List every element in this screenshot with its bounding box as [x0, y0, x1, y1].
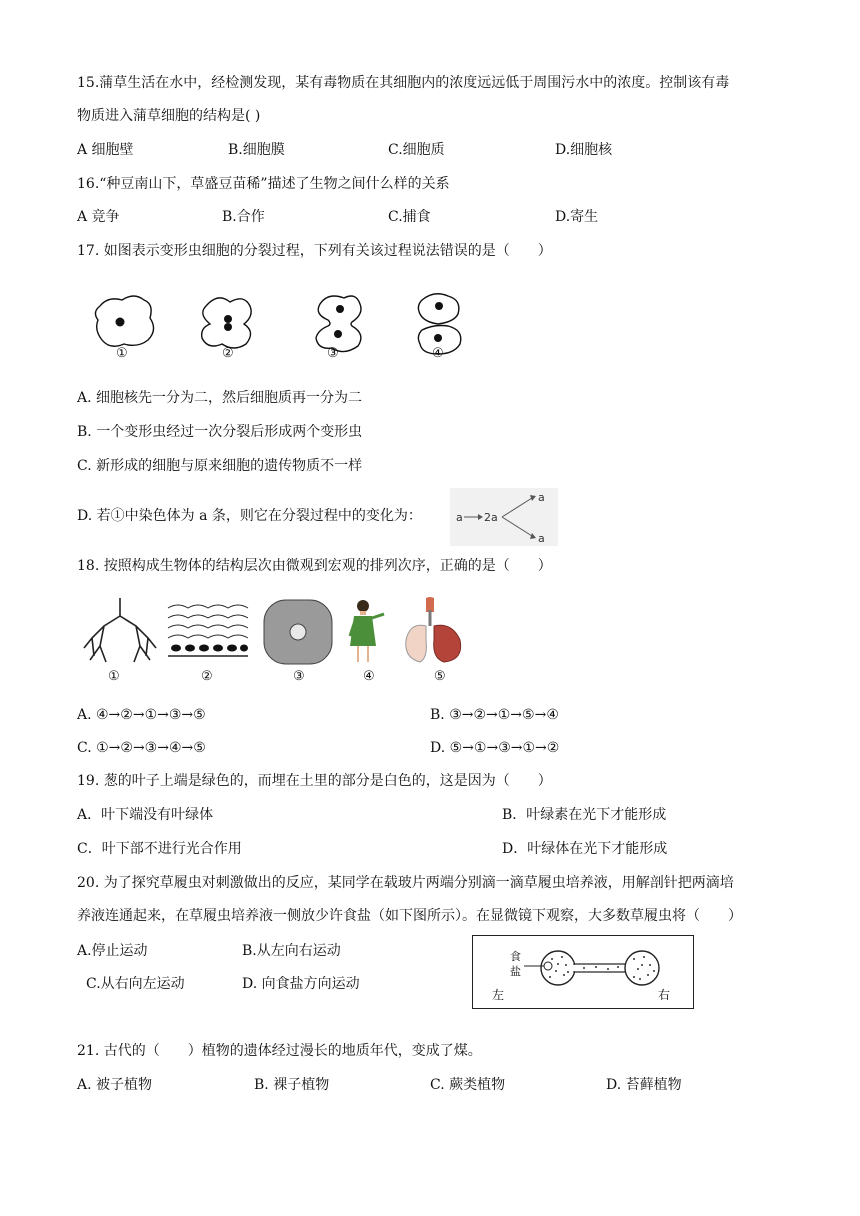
q20-option-c: C.从右向左运动: [86, 976, 185, 992]
salt-label-2: 盐: [510, 965, 521, 978]
chrom-end2: a: [538, 532, 545, 545]
salt-label-1: 食: [510, 950, 521, 963]
q17-fig-label-3: ③: [327, 346, 339, 361]
q15-stem-line1: 15.蒲草生活在水中，经检测发现，某有毒物质在其细胞内的浓度远远低于周围污水中的浓度。控制该有毒: [77, 75, 730, 91]
person-icon: [350, 600, 384, 662]
q21-option-b: B. 裸子植物: [254, 1077, 330, 1093]
q16-stem: 16.“种豆南山下，草盛豆苗稀”描述了生物之间什么样的关系: [77, 176, 450, 192]
q18-option-d: D. ⑤→①→③→①→②: [430, 740, 560, 756]
amoeba-division-figure: [88, 286, 468, 366]
q17-fig-label-2: ②: [222, 346, 234, 361]
right-label: 右: [658, 988, 671, 1002]
q15-stem-line2: 物质进入蒲草细胞的结构是( ): [77, 108, 261, 124]
q18-option-c: C. ①→②→③→④→⑤: [77, 740, 206, 756]
q20-option-b: B.从左向右运动: [242, 943, 341, 959]
q18-fig-label-5: ⑤: [434, 669, 446, 684]
q17-option-c: C. 新形成的细胞与原来细胞的遗传物质不一样: [77, 458, 363, 474]
chrom-end1: a: [538, 491, 545, 504]
q19-option-a: A．叶下端没有叶绿体: [77, 807, 214, 823]
structure-levels-figure: [80, 596, 480, 670]
lungs-icon: [406, 597, 461, 662]
q21-option-d: D. 苔藓植物: [606, 1077, 682, 1093]
q18-stem: 18. 按照构成生物体的结构层次由微观到宏观的排列次序，正确的是（ ）: [77, 558, 552, 574]
q18-fig-label-2: ②: [201, 669, 213, 684]
q16-option-a: A 竞争: [77, 209, 120, 225]
q18-option-b: B. ③→②→①→⑤→④: [430, 707, 559, 723]
q17-option-b: B. 一个变形虫经过一次分裂后形成两个变形虫: [77, 424, 363, 440]
q18-fig-label-1: ①: [108, 669, 120, 684]
chrom-mid: 2a: [484, 511, 498, 524]
tissue-icon: [168, 600, 248, 662]
bronchial-tree-icon: [84, 598, 156, 662]
q15-option-c: C.细胞质: [388, 142, 445, 158]
q16-option-d: D.寄生: [555, 209, 599, 225]
q19-stem: 19. 葱的叶子上端是绿色的，而埋在土里的部分是白色的，这是因为（ ）: [77, 773, 552, 789]
q17-fig-label-1: ①: [116, 346, 128, 361]
q18-option-a: A. ④→②→①→③→⑤: [77, 707, 206, 723]
q19-option-b: B．叶绿素在光下才能形成: [502, 807, 667, 823]
q16-option-b: B.合作: [222, 209, 265, 225]
q17-stem: 17. 如图表示变形虫细胞的分裂过程，下列有关该过程说法错误的是（ ）: [77, 243, 552, 259]
cell-icon: [264, 600, 332, 664]
q20-option-d: D. 向食盐方向运动: [242, 976, 360, 992]
chromosome-change-figure: [450, 488, 558, 546]
q17-fig-label-4: ④: [432, 346, 444, 361]
q17-option-a: A. 细胞核先一分为二，然后细胞质再一分为二: [77, 390, 363, 406]
q15-option-a: A 细胞壁: [77, 142, 134, 158]
q19-option-c: C．叶下部不进行光合作用: [77, 841, 242, 857]
q20-stem-line1: 20. 为了探究草履虫对刺激做出的反应，某同学在载玻片两端分别滴一滴草履虫培养液，用解剖针把两滴培: [77, 875, 734, 891]
q20-stem-line2: 养液连通起来，在草履虫培养液一侧放少许食盐（如下图所示）。在显微镜下观察，大多数草履虫将（ ）: [77, 908, 742, 924]
chrom-start: a: [456, 511, 463, 524]
q21-stem: 21. 古代的（ ）植物的遗体经过漫长的地质年代，变成了煤。: [77, 1043, 482, 1059]
q17-option-d: D. 若①中染色体为 a 条，则它在分裂过程中的变化为：: [77, 508, 422, 524]
q15-option-b: B.细胞膜: [228, 142, 285, 158]
q16-option-c: C.捕食: [388, 209, 431, 225]
paramecium-slide-figure: [472, 935, 694, 1009]
q18-fig-label-3: ③: [293, 669, 305, 684]
q20-option-a: A.停止运动: [77, 943, 148, 959]
left-label: 左: [492, 988, 505, 1002]
q19-option-d: D．叶绿体在光下才能形成: [502, 841, 668, 857]
q21-option-c: C. 蕨类植物: [430, 1077, 506, 1093]
q15-option-d: D.细胞核: [555, 142, 613, 158]
q18-fig-label-4: ④: [363, 669, 375, 684]
q21-option-a: A. 被子植物: [77, 1077, 153, 1093]
